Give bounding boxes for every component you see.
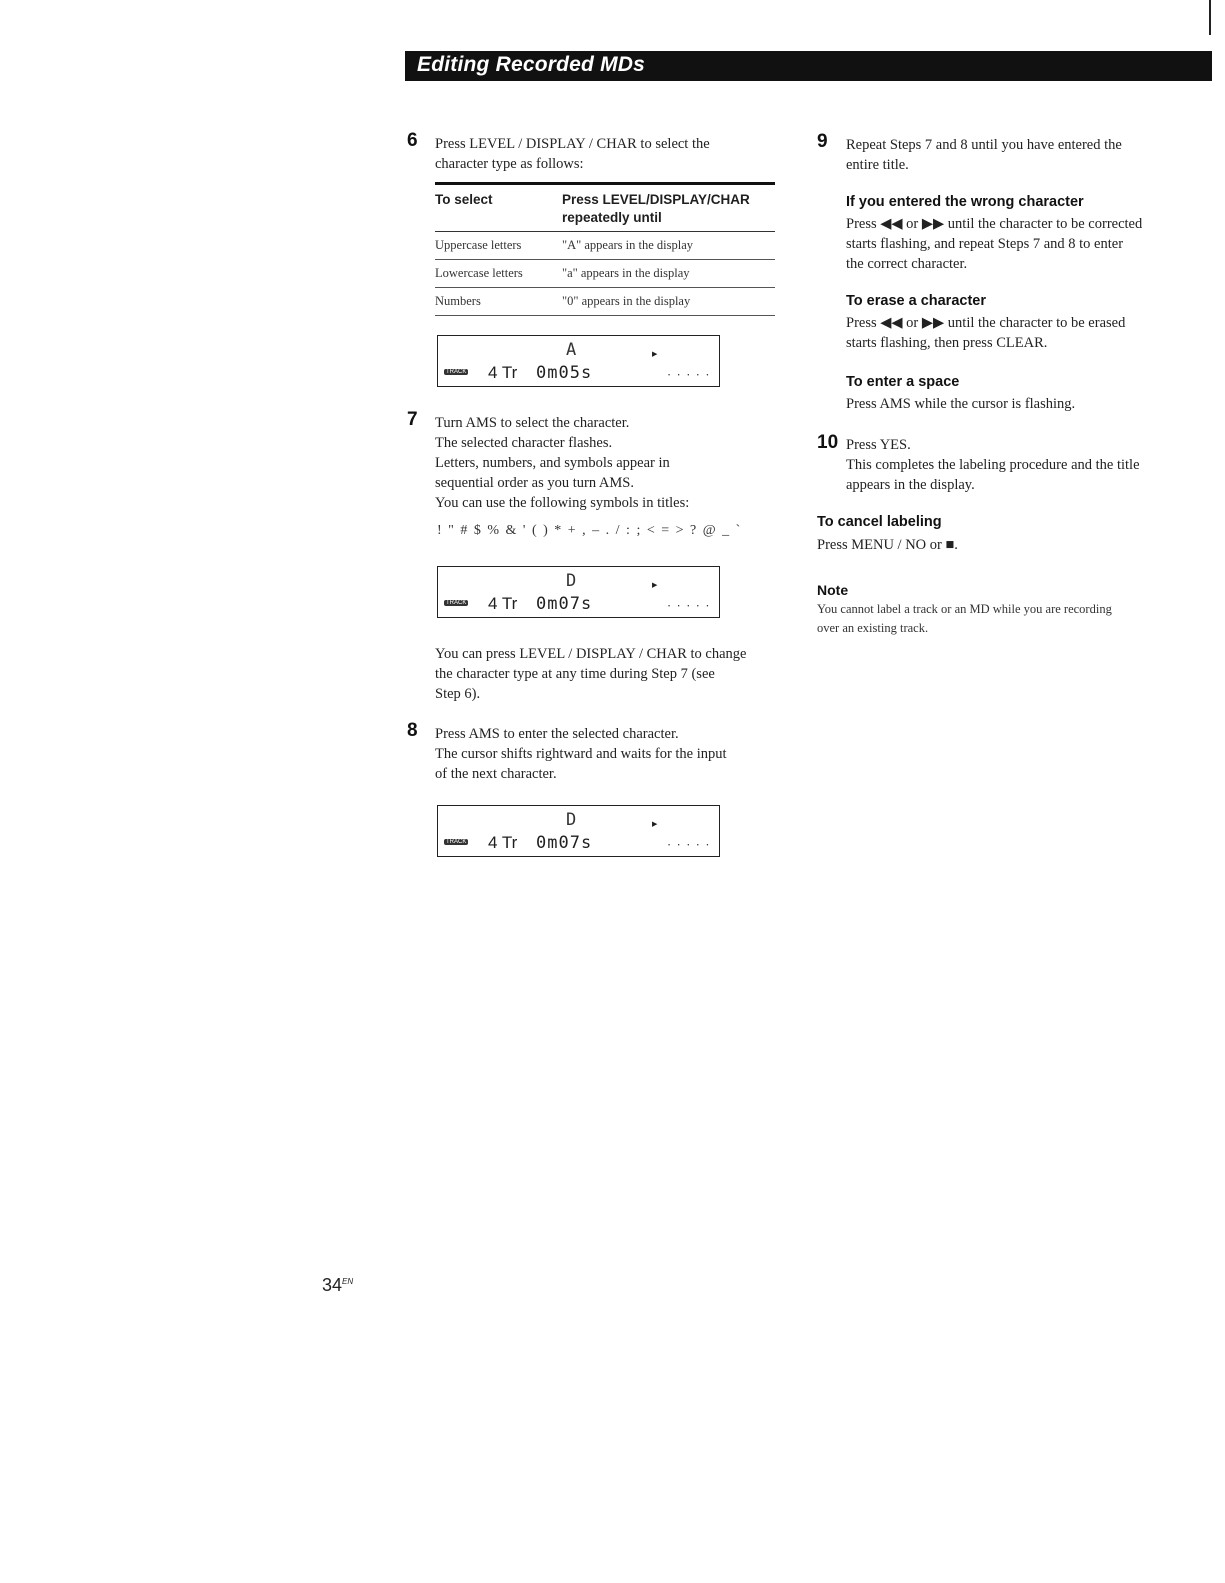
step-9-text: Repeat Steps 7 and 8 until you have entered the entire title. [846, 137, 1122, 173]
cancel-labeling-heading: To cancel labeling [817, 514, 942, 530]
step-8-text: Press AMS to enter the selected character. The cursor shifts rightward and waits for the input of the next character. [435, 726, 727, 782]
enter-space-heading: To enter a space [846, 374, 960, 390]
lcd-flashing-char: D [566, 571, 577, 591]
section-header [405, 51, 1212, 81]
track-icon: TRACK [446, 369, 467, 375]
lcd-display-2 [437, 566, 720, 618]
title-symbols: ! " # $ % & ' ( ) * + , – . / : ; < = > ? @ _ ` [437, 523, 742, 538]
step-7-note: You can press LEVEL / DISPLAY / CHAR to change the character type at any time during Step 7 (see Step 6). [435, 646, 747, 702]
enter-space-text: Press AMS while the cursor is flashing. [846, 396, 1076, 412]
step-10-text: This completes the labeling procedure and the title appears in the display. [846, 457, 1140, 493]
wrong-character-text: Press ◀◀ or ▶▶ until the character to be corrected starts flashing, and repeat Steps 7 and 8 to enter the correct character. [846, 216, 1143, 272]
table-header [435, 185, 775, 232]
play-arrow-icon: ▶ [652, 581, 660, 589]
table-row: Uppercase letters "A" appears in the display [435, 232, 775, 260]
track-icon: TRACK [446, 600, 467, 606]
step-6-text: Press LEVEL / DISPLAY / CHAR to select the character type as follows: [435, 136, 710, 172]
lcd-track-count: 4 Tr [488, 363, 518, 382]
step-10-first: Press YES. [846, 437, 911, 453]
step-6-number: 6 [407, 130, 418, 151]
margin-rule [1209, 0, 1211, 35]
wrong-character-heading: If you entered the wrong character [846, 194, 1084, 210]
lcd-display-3 [437, 805, 720, 857]
lcd-flashing-char: D [566, 810, 577, 830]
lcd-track-count: 4 Tr [488, 833, 518, 852]
erase-character-text: Press ◀◀ or ▶▶ until the character to be erased starts flashing, then press CLEAR. [846, 315, 1126, 351]
lcd-display-1 [437, 335, 720, 387]
erase-character-heading: To erase a character [846, 293, 986, 309]
track-calendar-dots: • • • • • [668, 373, 712, 379]
note-text: You cannot label a track or an MD while you are recording over an existing track. [817, 602, 1112, 635]
section-title: Editing Recorded MDs [417, 53, 646, 76]
page-number: $34^{EN}$ [322, 1275, 354, 1295]
play-arrow-icon: ▶ [652, 350, 660, 358]
lcd-time: 0m07s [536, 833, 593, 853]
track-icon: TRACK [446, 839, 467, 845]
lcd-track-count: 4 Tr [488, 594, 518, 613]
lcd-time: 0m05s [536, 363, 593, 383]
table-header-until: Press LEVEL/DISPLAY/CHAR repeatedly until [562, 192, 750, 225]
table-row: Numbers "0" appears in the display [435, 288, 775, 316]
note-heading: Note [817, 582, 849, 598]
play-arrow-icon: ▶ [652, 820, 660, 828]
step-7-number: 7 [407, 409, 418, 430]
character-type-table [435, 182, 775, 316]
table-header-select: To select [435, 192, 493, 207]
step-10-number: 10 [817, 432, 839, 453]
lcd-flashing-char: A [566, 340, 577, 360]
cancel-labeling-text: Press MENU / NO or ■. [817, 537, 958, 553]
step-8-number: 8 [407, 720, 418, 741]
lcd-time: 0m07s [536, 594, 593, 614]
step-9-number: 9 [817, 131, 828, 152]
step-7-text: Turn AMS to select the character. The selected character flashes. Letters, numbers, and symbols appear in sequential order as you turn AMS. You can use the following symbols in titles: [435, 415, 690, 511]
table-row: Lowercase letters "a" appears in the display [435, 260, 775, 288]
track-calendar-dots: • • • • • [668, 843, 712, 849]
track-calendar-dots: • • • • • [668, 604, 712, 610]
